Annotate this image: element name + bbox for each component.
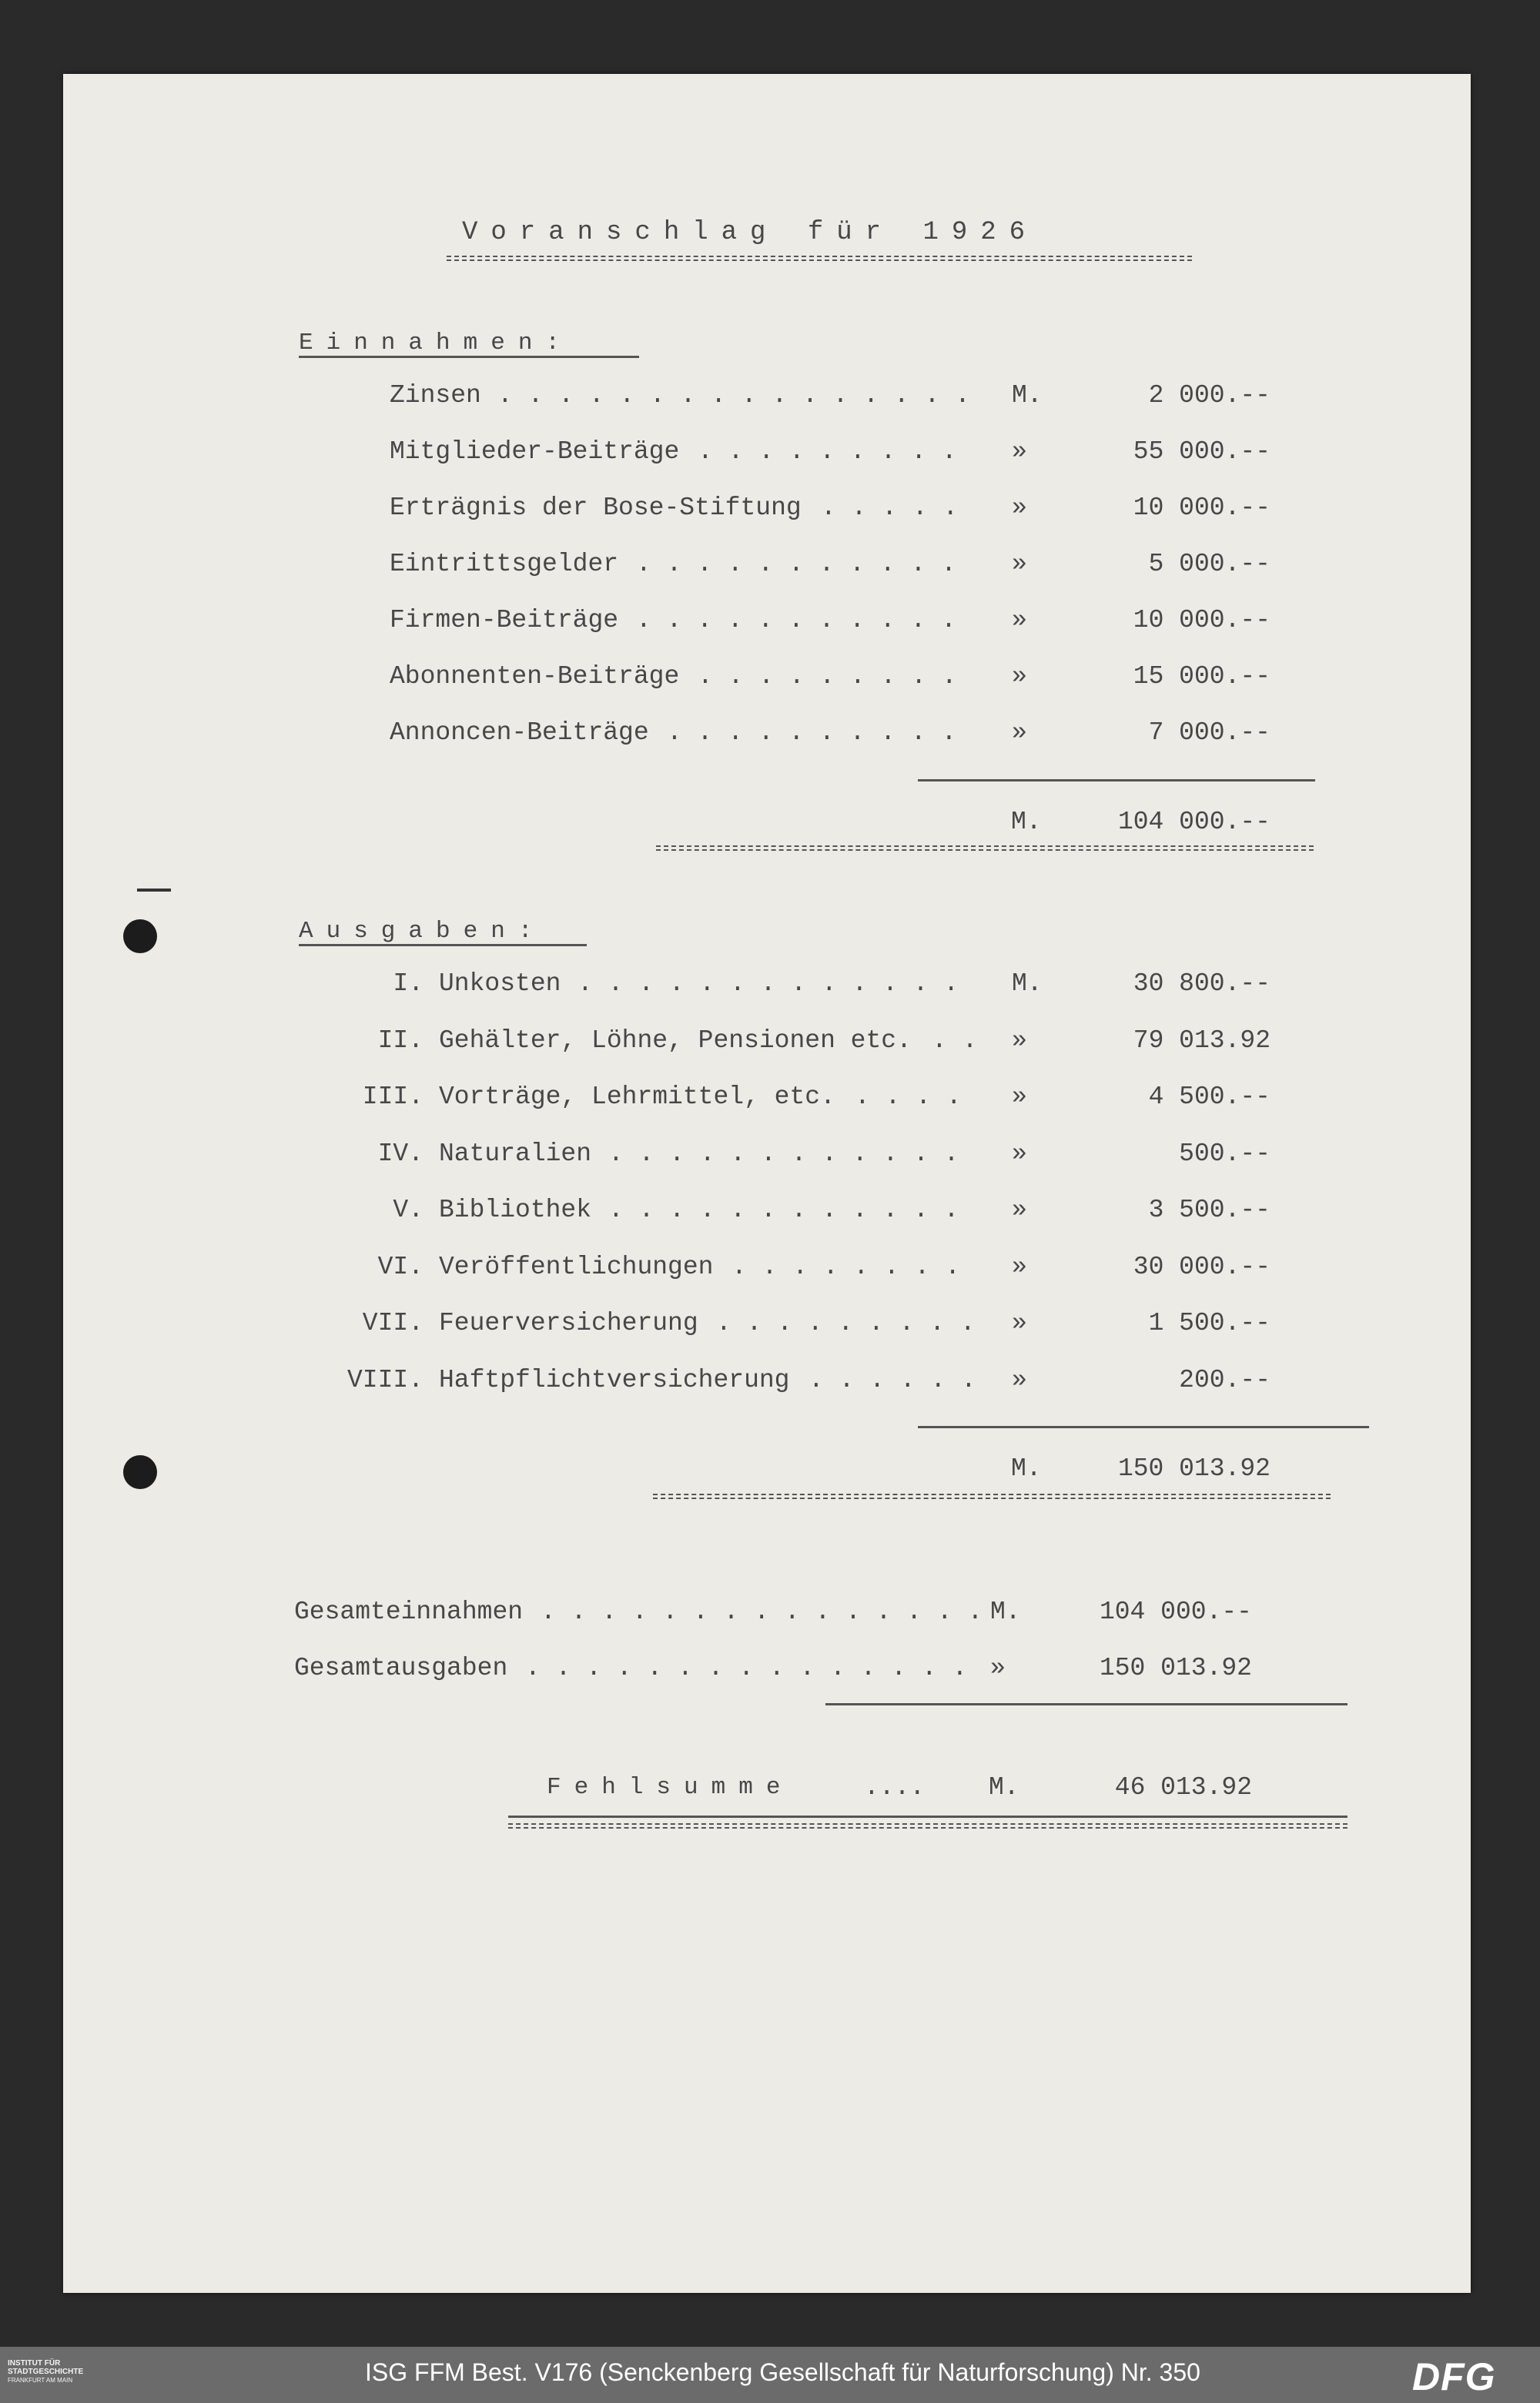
expense-label: Unkosten: [439, 969, 561, 998]
summary-label: Gesamtausgaben: [294, 1654, 508, 1682]
expense-unit: »: [1012, 1252, 1027, 1281]
dot-leader: . . . .: [855, 1083, 962, 1111]
income-amount: 10 000.--: [1133, 494, 1270, 522]
expense-number: II.: [377, 1026, 424, 1055]
income-amount: 5 000.--: [1148, 550, 1270, 578]
institute-line-2: STADTGESCHICHTE: [8, 2368, 84, 2376]
expenses-total-unit: M.: [1011, 1454, 1042, 1483]
income-unit: »: [1012, 718, 1027, 747]
expense-number: IV.: [377, 1139, 424, 1168]
income-heading: Einnahmen:: [299, 330, 574, 356]
expense-number: V.: [393, 1196, 424, 1224]
summary-unit: M.: [990, 1598, 1021, 1626]
income-sum-line: [918, 779, 1315, 781]
dot-leader: . . . . . . . . . . . . . . . .: [497, 381, 970, 410]
expense-amount: 79 013.92: [1133, 1026, 1270, 1055]
income-unit: M.: [1012, 381, 1043, 410]
archive-caption: ISG FFM Best. V176 (Senckenberg Gesellschaft für Naturforschung) Nr. 350: [365, 2358, 1200, 2386]
summary-amount: 150 013.92: [1099, 1654, 1252, 1682]
summary-label: Gesamteinnahmen: [294, 1598, 524, 1626]
expense-number: VII.: [362, 1309, 424, 1337]
income-total-unit: M.: [1011, 808, 1042, 836]
expenses-heading: Ausgaben:: [299, 918, 546, 945]
expense-number: III.: [362, 1083, 424, 1111]
income-label: Annoncen-Beiträge: [390, 718, 649, 747]
expense-unit: »: [1012, 1083, 1027, 1111]
dot-leader: . . . . . . . . . . . .: [608, 1196, 959, 1224]
income-unit: »: [1012, 437, 1027, 466]
expense-unit: »: [1012, 1139, 1027, 1168]
expense-number: VIII.: [346, 1365, 424, 1394]
margin-mark: [137, 889, 171, 892]
expense-unit: »: [1012, 1365, 1027, 1394]
expense-label: Gehälter, Löhne, Pensionen etc.: [439, 1026, 912, 1055]
institute-line-3: FRANKFURT AM MAIN: [8, 2377, 73, 2384]
expense-label: Vorträge, Lehrmittel, etc.: [439, 1083, 835, 1111]
expense-unit: »: [1012, 1309, 1027, 1337]
expenses-total-double-underline: [653, 1494, 1331, 1499]
expense-label: Naturalien: [439, 1139, 592, 1168]
deficit-label: Fehlsumme: [547, 1774, 794, 1801]
income-label: Abonnenten-Beiträge: [390, 662, 680, 691]
income-amount: 2 000.--: [1148, 381, 1270, 410]
deficit-double-underline: [508, 1823, 1348, 1829]
document-page: [63, 74, 1471, 2293]
dfg-logo: DFG: [1412, 2355, 1496, 2398]
dot-leader: . . . . . . . . . . . .: [608, 1139, 959, 1168]
income-label: Zinsen: [390, 381, 481, 410]
expenses-sum-line: [918, 1426, 1369, 1428]
income-unit: »: [1012, 494, 1027, 522]
income-total: 104 000.--: [1117, 808, 1270, 836]
income-label: Firmen-Beiträge: [390, 606, 619, 634]
expense-amount: 3 500.--: [1148, 1196, 1270, 1224]
institute-line-1: INSTITUT FÜR: [8, 2359, 61, 2368]
expense-amount: 500.--: [1179, 1139, 1270, 1168]
income-unit: »: [1012, 662, 1027, 691]
income-label: Erträgnis der Bose-Stiftung: [390, 494, 802, 522]
dot-leader: . . . . . . . . . .: [667, 718, 957, 747]
dot-leader: . . . . . . . . .: [716, 1309, 976, 1337]
summary-unit: »: [990, 1654, 1006, 1682]
income-heading-underline: [299, 356, 639, 358]
document-title: Voranschlag für 1926: [462, 218, 1039, 247]
deficit-unit: M.: [989, 1773, 1019, 1802]
deficit-amount: 46 013.92: [1114, 1773, 1252, 1802]
expense-number: I.: [393, 969, 424, 998]
income-amount: 7 000.--: [1148, 718, 1270, 747]
income-amount: 15 000.--: [1133, 662, 1270, 691]
expense-label: Bibliothek: [439, 1196, 592, 1224]
expense-label: Feuerversicherung: [439, 1309, 698, 1337]
dot-leader: . . . . . . . .: [732, 1252, 961, 1281]
expense-amount: 4 500.--: [1148, 1083, 1270, 1111]
expense-amount: 1 500.--: [1148, 1309, 1270, 1337]
expense-amount: 30 000.--: [1133, 1252, 1270, 1281]
expense-number: VI.: [377, 1252, 424, 1281]
deficit-leader: ....: [864, 1773, 926, 1802]
deficit-line: [508, 1816, 1348, 1818]
dot-leader: . .: [932, 1026, 978, 1055]
expense-label: Haftpflichtversicherung: [439, 1365, 790, 1394]
archive-footer: [0, 2347, 1540, 2403]
title-double-underline: [447, 256, 1192, 261]
summary-sum-line: [825, 1703, 1348, 1705]
dot-leader: . . . . . . . . .: [698, 437, 957, 466]
dot-leader: . . . . . . . . . . . . . . .: [525, 1654, 968, 1682]
expense-unit: »: [1012, 1196, 1027, 1224]
dot-leader: . . . . . .: [808, 1365, 976, 1394]
expenses-heading-underline: [299, 944, 587, 946]
income-label: Mitglieder-Beiträge: [390, 437, 680, 466]
dot-leader: . . . . . . . . . . .: [636, 606, 956, 634]
dot-leader: . . . . .: [821, 494, 959, 522]
income-amount: 55 000.--: [1133, 437, 1270, 466]
income-amount: 10 000.--: [1133, 606, 1270, 634]
dot-leader: . . . . . . . . . . . . .: [578, 969, 959, 998]
dot-leader: . . . . . . . . . . .: [636, 550, 956, 578]
income-unit: »: [1012, 606, 1027, 634]
punch-hole-top: [123, 919, 157, 953]
dot-leader: . . . . . . . . .: [698, 662, 957, 691]
punch-hole-bottom: [123, 1455, 157, 1489]
summary-amount: 104 000.--: [1099, 1598, 1252, 1626]
expenses-total: 150 013.92: [1117, 1454, 1270, 1483]
expense-amount: 30 800.--: [1133, 969, 1270, 998]
expense-amount: 200.--: [1179, 1365, 1270, 1394]
expense-label: Veröffentlichungen: [439, 1252, 714, 1281]
income-unit: »: [1012, 550, 1027, 578]
income-total-double-underline: [656, 845, 1314, 851]
institute-logo: [8, 2359, 83, 2385]
expense-unit: »: [1012, 1026, 1027, 1055]
dot-leader: . . . . . . . . . . . . . . .: [541, 1598, 983, 1626]
income-label: Eintrittsgelder: [390, 550, 619, 578]
expense-unit: M.: [1012, 969, 1043, 998]
